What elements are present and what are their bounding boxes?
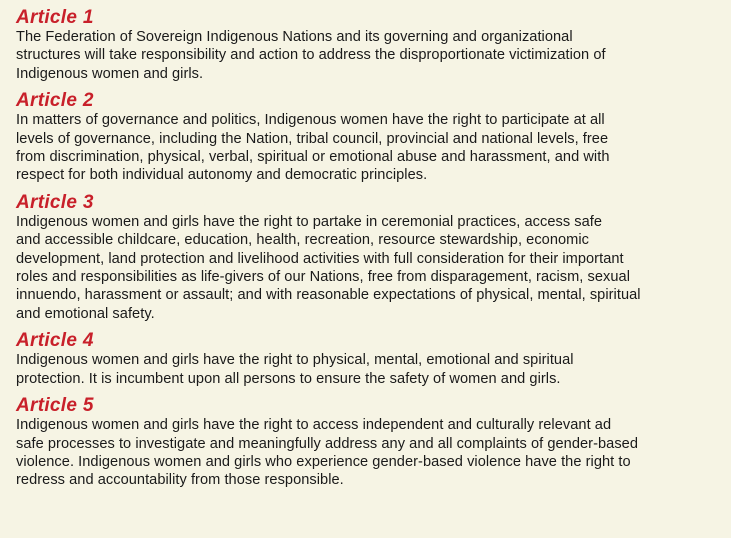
text-line: The Federation of Sovereign Indigenous Nations and its governing and organizational: [16, 29, 573, 45]
article-5-heading: Article 5: [16, 395, 94, 417]
article-4: [16, 330, 725, 388]
text-line: structures will take responsibility and action to address the disproportionate victimization of: [16, 47, 606, 64]
text-line: protection. It is incumbent upon all persons to ensure the safety of women and girls.: [16, 370, 561, 387]
text-line: Indigenous women and girls have the right to physical, mental, emotional and spiritual: [16, 352, 574, 369]
article-2: [16, 90, 725, 185]
text-line: safe processes to investigate and meaningfully address any and all complaints of gender-based: [16, 435, 639, 452]
text-line: from discrimination, physical, verbal, spiritual or emotional abuse and harassment, and with: [16, 149, 610, 166]
article-3: [16, 192, 725, 323]
text-line: Indigenous women and girls.: [16, 65, 204, 82]
text-line: Indigenous women and girls have the right to access independent and culturally relevant ad: [16, 417, 612, 434]
text-line: development, land protection and livelihood activities with full consideration for their important: [16, 250, 624, 267]
text-line: respect for both individual autonomy and democratic principles.: [16, 167, 428, 184]
text-line: and emotional safety.: [16, 305, 155, 322]
article-1: [16, 7, 725, 83]
article-2-text: [16, 111, 725, 185]
article-3-text: [16, 213, 725, 323]
text-line: In matters of governance and politics, Indigenous women have the right to participate at all: [16, 112, 605, 129]
text-line: innuendo, harassment or assault; and with reasonable expectations of physical, mental, spiritual: [16, 287, 641, 304]
article-1-text: [16, 28, 725, 83]
article-5: [16, 395, 725, 490]
text-line: levels of governance, including the Nation, tribal council, provincial and national levels, free: [16, 130, 609, 147]
text-line: violence. Indigenous women and girls who experience gender-based violence have the right to: [16, 453, 631, 470]
article-5-text: [16, 416, 725, 490]
article-1-heading: Article 1: [16, 7, 94, 28]
article-4-heading: Article 4: [16, 330, 94, 352]
article-2-heading: Article 2: [16, 90, 94, 112]
article-4-text: [16, 351, 725, 388]
text-line: redress and accountability from those responsible.: [16, 472, 344, 489]
text-line: Indigenous women and girls have the right to partake in ceremonial practices, access safe: [16, 213, 603, 230]
text-line: roles and responsibilities as life-givers of our Nations, free from disparagement, racism, sexual: [16, 269, 630, 286]
text-line: and accessible childcare, education, health, recreation, resource stewardship, economic: [16, 232, 590, 249]
article-3-heading: Article 3: [16, 191, 94, 213]
document-body: [16, 7, 725, 490]
